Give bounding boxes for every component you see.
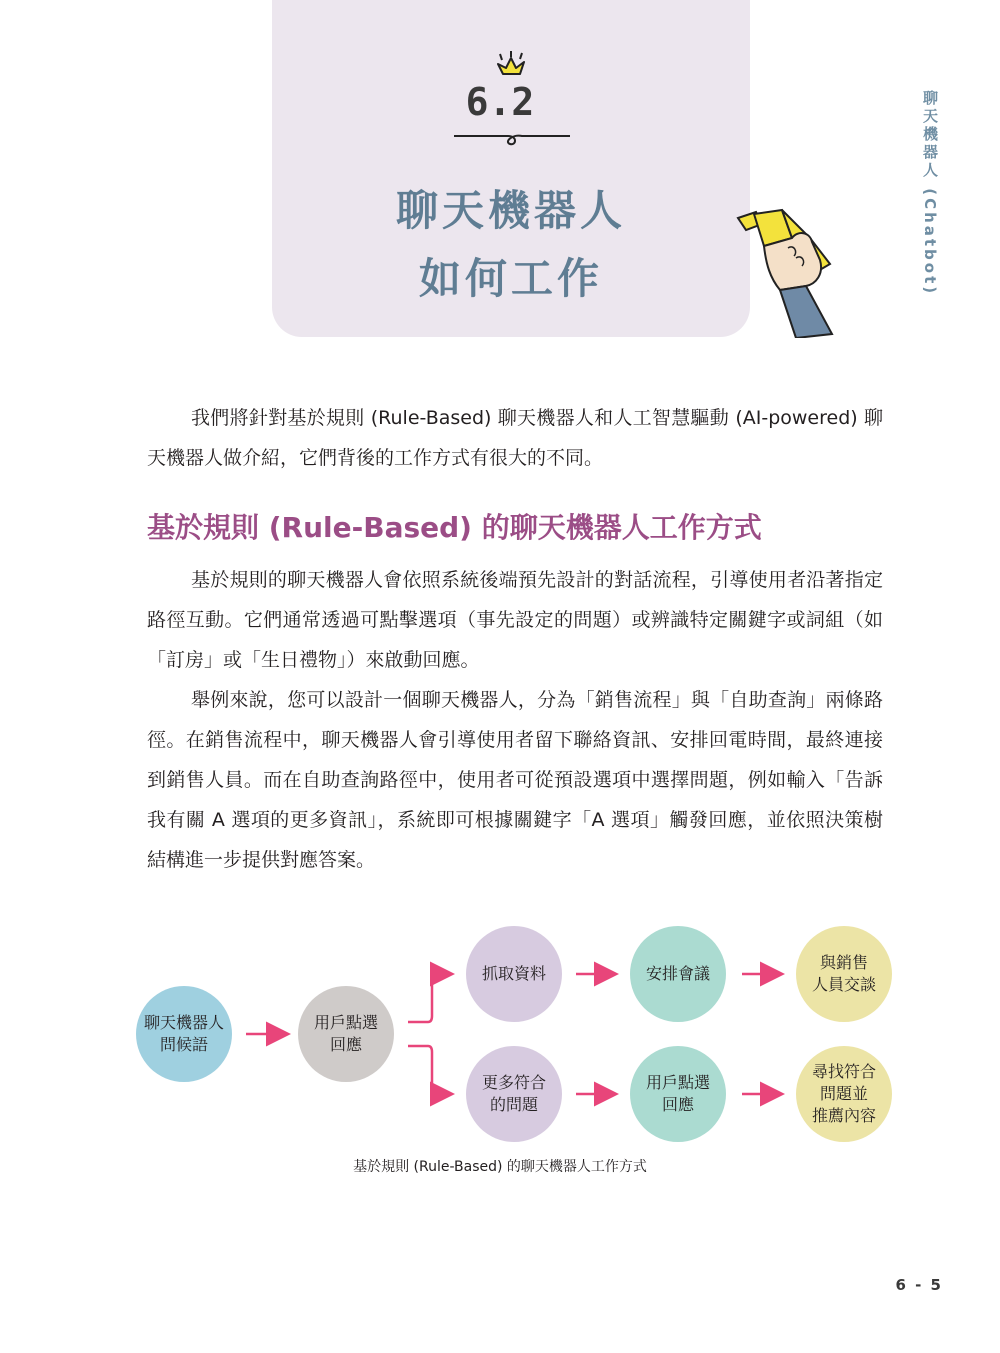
- node-sales-talk: 與銷售 人員交談: [796, 926, 892, 1022]
- page-title-line-2: 如何工作: [418, 254, 603, 303]
- section-paragraph-2: 舉例來說，您可以設計一個聊天機器人，分為「銷售流程」與「自助查詢」兩條路徑。在銷售流程中，聊天機器人會引導使用者留下聯絡資訊、安排回電時間，最終連接到銷售人員。而在自助查詢路徑中，使用者可從預設選項中選擇問題，例如輸入「告訴我有關 A 選項的更多資訊」，系統即可根據關鍵字「A 選項」觸發回應，並依照決策樹結構進一步提供對應答案。: [147, 689, 883, 871]
- page-number: 6 - 5: [895, 1276, 943, 1294]
- chapter-number: 6.2: [465, 80, 535, 124]
- intro-paragraph: 我們將針對基於規則 (Rule-Based) 聊天機器人和人工智慧驅動 (AI-powered) 聊天機器人做介紹，它們背後的工作方式有很大的不同。: [147, 407, 883, 469]
- node-schedule: 安排會議: [630, 926, 726, 1022]
- node-user-select-2: 用戶點選 回應: [630, 1046, 726, 1142]
- section-paragraph-1: 基於規則的聊天機器人會依照系統後端預先設計的對話流程，引導使用者沿著指定路徑互動。它們通常透過可點擊選項（事先設定的問題）或辨識特定關鍵字或詞組（如「訂房」或「生日禮物」）來啟動回應。: [147, 569, 883, 671]
- node-fetch-data: 抓取資料: [466, 926, 562, 1022]
- section-heading: 基於規則 (Rule-Based) 的聊天機器人工作方式: [147, 511, 762, 544]
- node-user-select: 用戶點選 回應: [298, 986, 394, 1082]
- node-greeting: 聊天機器人 問候語: [136, 986, 232, 1082]
- chapter-side-tab: 聊天機器人 (Chatbot): [921, 90, 939, 297]
- connector-to-more: [408, 1046, 450, 1094]
- page-title-line-1: 聊天機器人: [395, 186, 626, 235]
- figure-caption: 基於規則 (Rule-Based) 的聊天機器人工作方式: [353, 1159, 647, 1175]
- node-find-content: 尋找符合 問題並 推薦內容: [796, 1046, 892, 1142]
- connector-to-fetch: [408, 974, 450, 1022]
- node-more-questions: 更多符合 的問題: [466, 1046, 562, 1142]
